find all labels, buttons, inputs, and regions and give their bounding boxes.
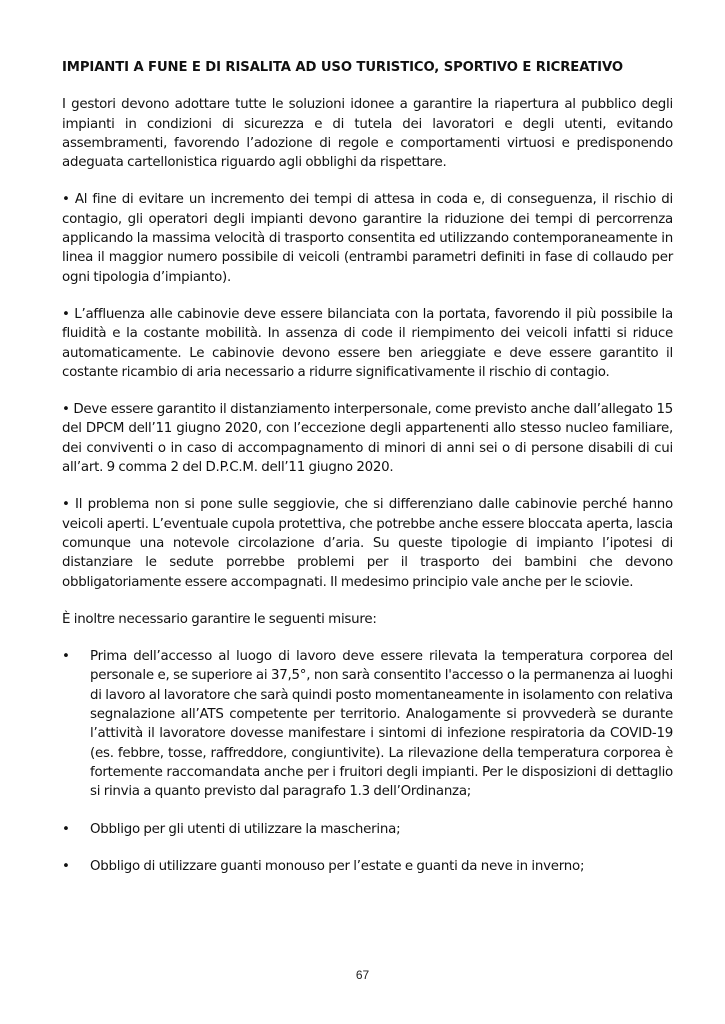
measures-list [62, 647, 673, 876]
bullet-icon: • [62, 858, 70, 874]
bullet-icon: • [62, 821, 70, 837]
document-page [62, 58, 673, 894]
list-item [62, 647, 673, 801]
list-item-text: Obbligo per gli utenti di utilizzare la mascherina; [90, 821, 401, 837]
list-item-text: Obbligo di utilizzare guanti monouso per l’estate e guanti da neve in inverno; [90, 858, 585, 874]
list-item-text: Prima dell’accesso al luogo di lavoro deve essere rilevata la temperatura corporea del personale e, se superiore ai 37,5°, non sarà consentito l'accesso o la permanenza ai luoghi di lavoro al lavoratore che sarà quindi posto momentaneamente in isolamento con relativa segnalazione all’ATS competente per territorio. Analogamente si provvederà se durante l’attività il lavoratore dovesse manifestare i sintomi di infezione respiratoria da COVID-19 (es. febbre, tosse, raffreddore, congiuntivite). La rilevazione della temperatura corporea è fortemente raccomandata anche per i fruitori degli impianti. Per le disposizioni di dettaglio si rinvia a quanto previsto dal paragrafo 1.3 dell’Ordinanza; [90, 649, 673, 800]
paragraph-intro: I gestori devono adottare tutte le soluzioni idonee a garantire la riapertura al pubblico degli impianti in condizioni di sicurezza e di tutela dei lavoratori e degli utenti, evitando assembramenti, favorendo l’adozione di regole e comportamenti virtuosi e predisponendo adeguata cartellonistica riguardo agli obblighi da rispettare. [62, 97, 673, 171]
list-item [62, 857, 673, 876]
paragraph-waiting-times: • Al fine di evitare un incremento dei tempi di attesa in coda e, di conseguenza, il rischio di contagio, gli operatori degli impianti devono garantire la riduzione dei tempi di percorrenza applicando la massima velocità di trasporto consentita ed utilizzando contemporaneamente in linea il maggior numero possibile di veicoli (entrambi parametri definiti in fase di collaudo per ogni tipologia d’impianto). [62, 192, 673, 285]
paragraph-distancing: • Deve essere garantito il distanziamento interpersonale, come previsto anche dall’allegato 15 del DPCM dell’11 giugno 2020, con l’eccezione degli appartenenti allo stesso nucleo familiare, dei conviventi o in caso di accompagnamento di minori di anni sei o di persone disabili di cui all’art. 9 comma 2 del D.P.C.M. dell’11 giugno 2020. [62, 402, 673, 476]
paragraph-seggiovie: • Il problema non si pone sulle seggiovie, che si differenziano dalle cabinovie perché hanno veicoli aperti. L’eventuale cupola protettiva, che potrebbe anche essere bloccata aperta, lascia comunque una notevole circolazione d’aria. Su queste tipologie di impianto l’ipotesi di distanziare le sedute porrebbe problemi per il trasporto dei bambini che devono obbligatoriamente essere accompagnati. Il medesimo principio vale anche per le sciovie. [62, 497, 673, 590]
page-number: 67 [355, 968, 370, 982]
paragraph-cabinovie: • L’affluenza alle cabinovie deve essere bilanciata con la portata, favorendo il più possibile la fluidità e la costante mobilità. In assenza di code il riempimento dei veicoli infatti si riduce automaticamente. Le cabinovie devono essere ben arieggiate e deve essere garantito il costante ricambio di aria necessario a ridurre significativamente il rischio di contagio. [62, 306, 673, 380]
measures-intro: È inoltre necessario garantire le seguenti misure: [62, 611, 377, 627]
bullet-icon: • [62, 649, 70, 665]
list-item [62, 820, 673, 839]
section-heading: IMPIANTI A FUNE E DI RISALITA AD USO TURISTICO, SPORTIVO E RICREATIVO [62, 60, 623, 75]
